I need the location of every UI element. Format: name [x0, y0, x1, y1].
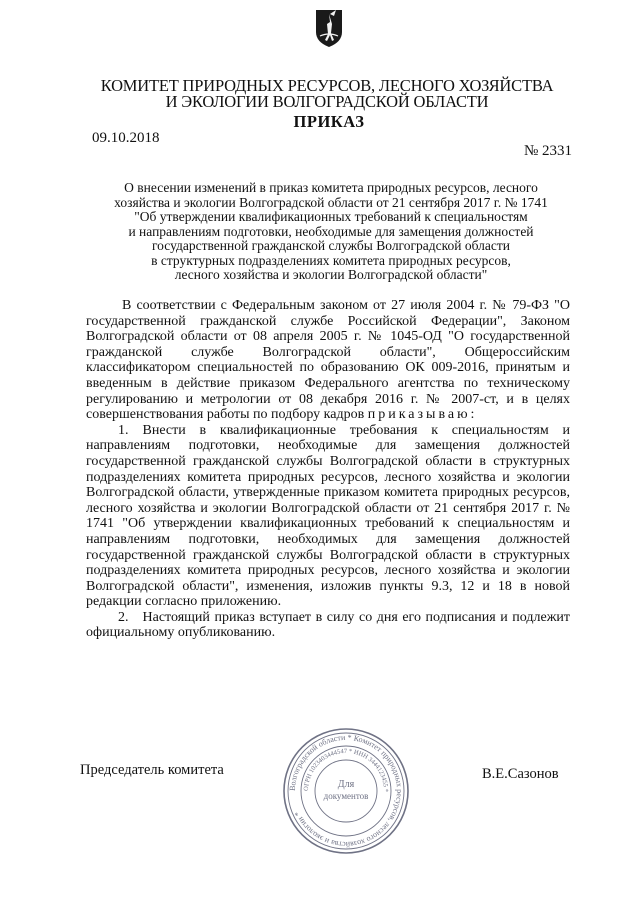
stamp-inner-ring-text: ОГРН 1023403444547 * ИНН 3444123455 *	[302, 747, 390, 793]
stamp-center-line-1: Для	[337, 779, 355, 790]
preamble-paragraph	[86, 298, 570, 423]
item-1-text: Внести в квалификационные требования к специальностям и направлениям подготовки, необходимые для замещения должностей государственной гражданской службы Волгоградской области в структурных подразделениях комитета природных ресурсов, лесного хозяйства и экологии Волгоградской области, утвержденные приказом комитета природных ресурсов, лесного хозяйства и экологии Волгоградской области от 21 сентября 2017 г. № 1741 "Об утверждении квалификационных требований к специальностям и направлениям подготовки, необходимых для замещения должностей государственной гражданской службы Волгоградской области в структурных подразделениях комитета природных ресурсов, лесного хозяйства и экологии Волгоградской области", изменения, изложив пункты 9.3, 12 и 18 в новой редакции согласно приложению.	[86, 422, 570, 610]
subject-line: хозяйства и экологии Волгоградской области от 21 сентября 2017 г. № 1741	[114, 194, 548, 210]
subject-line: лесного хозяйства и экологии Волгоградской области"	[174, 267, 488, 282]
document-date: 09.10.2018	[92, 130, 160, 146]
stamp-ring-text: Волгоградской области * Комитет природных ресурсов, лесного хозяйства и экологии *	[287, 732, 405, 850]
document-type: ПРИКАЗ	[293, 112, 365, 131]
document-subject	[96, 181, 566, 283]
document-number: № 2331	[524, 143, 573, 159]
organization-line-1: КОМИТЕТ ПРИРОДНЫХ РЕСУРСОВ, ЛЕСНОГО ХОЗЯЙСТВА	[100, 76, 554, 95]
subject-line: "Об утверждении квалификационных требований к специальностям	[134, 209, 528, 224]
item-2-paragraph	[86, 610, 570, 641]
official-stamp	[282, 727, 410, 855]
stamp-center-line-2: документов	[323, 791, 369, 801]
item-1-number: 1.	[118, 422, 129, 438]
item-1-paragraph	[86, 423, 570, 610]
subject-line: О внесении изменений в приказ комитета природных ресурсов, лесного	[124, 180, 538, 195]
preamble-text: В соответствии с Федеральным законом от 27 июля 2004 г. № 79-ФЗ "О государственной гражданской службе Российской Федерации", Законом Волгоградской области от 08 апреля 2005 г. № 1045-ОД "О государственной гражданской службе Волгоградской области", Общероссийским классификатором специальностей по образованию ОК 009-2016, принятым и введенным в действие приказом Федерального агентства по техническому регулированию и метрологии от 08 декабря 2016 г. № 2007-ст, и в целях совершенствования работы по подбору кадров	[86, 298, 570, 423]
item-2-text: Настоящий приказ вступает в силу со дня его подписания и подлежит официальному опубликованию.	[86, 609, 570, 641]
subject-line: и направлениям подготовки, необходимые для замещения должностей	[128, 223, 534, 239]
subject-line: в структурных подразделениях комитета природных ресурсов,	[151, 252, 511, 268]
coat-of-arms-icon	[314, 8, 344, 48]
signatory-title: Председатель комитета	[80, 762, 224, 778]
subject-line: государственной гражданской службы Волгоградской области	[151, 238, 510, 253]
item-2-number: 2.	[118, 609, 129, 625]
document-body	[86, 298, 570, 641]
organization-name	[0, 78, 640, 110]
organization-line-2: И ЭКОЛОГИИ ВОЛГОГРАДСКОЙ ОБЛАСТИ	[165, 92, 489, 111]
signatory-name: В.Е.Сазонов	[482, 766, 559, 782]
command-word: приказываю:	[367, 407, 478, 423]
